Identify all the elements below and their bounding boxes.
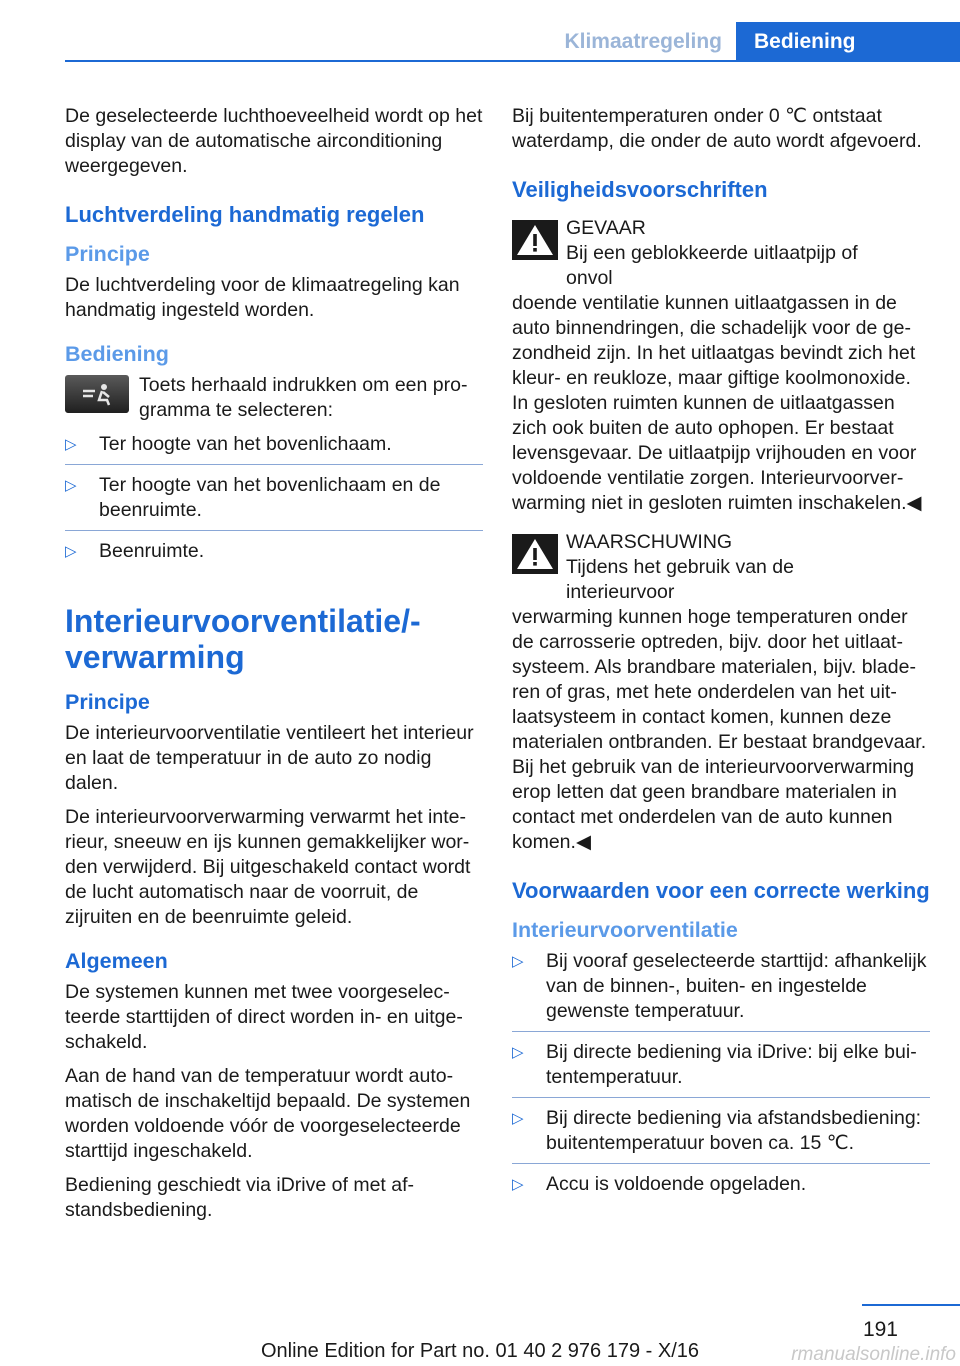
heading-voorwaarden: Voorwaarden voor een correcte werking	[512, 878, 930, 903]
principe2-paragraph-2: De interieurvoorverwarming verwarmt het interieur, sneeuw en ijs kunnen gemakkelijker worden verwijderd. Bij uitgeschakeld contact wordt de lucht automatisch naar de voorruit, de zijruiten en de beenruimte geleid.	[65, 806, 471, 928]
list-item: ▷ Beenruimte.	[65, 540, 205, 562]
warning-triangle-icon	[512, 220, 558, 260]
warning-triangle-icon	[512, 534, 558, 574]
list-item: ▷ Bij directe bediening via iDrive: bij elke buitentemperatuur.	[512, 1040, 930, 1098]
warning-title: WAARSCHUWING	[566, 531, 733, 553]
airflow-button-icon	[65, 375, 129, 413]
algemeen-paragraph-2: Aan de hand van de temperatuur wordt automatisch de inschakeltijd bepaald. De systemen worden voldoende vóór de voorgeselecteerde starttijd ingeschakeld.	[65, 1065, 471, 1162]
triangle-right-icon: ▷	[512, 953, 524, 970]
triangle-right-icon: ▷	[512, 1044, 524, 1061]
warning-first-line: Bij een geblokkeerde uitlaatpijp of onvol	[566, 242, 858, 289]
warning-title: GEVAAR	[566, 217, 646, 239]
header-rule	[65, 60, 960, 62]
principe2-paragraph-1: De interieurvoorventilatie ventileert het interieur en laat de temperatuur in de auto zo nodig dalen.	[65, 722, 474, 794]
bediening-list	[65, 432, 483, 571]
header-tab: Bediening	[736, 22, 960, 62]
left-column	[65, 104, 483, 1232]
list-item: ▷ Bij directe bediening via afstandsbediening: buitentemperatuur boven ca. 15 ℃.	[512, 1106, 930, 1164]
bediening-instruction	[65, 373, 483, 423]
page-header	[0, 0, 960, 62]
footer-rule	[862, 1304, 960, 1306]
heading-luchtverdeling: Luchtverdeling handmatig regelen	[65, 202, 425, 227]
subheading-principe: Principe	[65, 242, 150, 266]
subheading-algemeen: Algemeen	[65, 949, 168, 973]
list-item: ▷ Accu is voldoende opgeladen.	[512, 1173, 807, 1195]
triangle-right-icon: ▷	[512, 1176, 524, 1193]
principe-text: De luchtverdeling voor de klimaatregeling kan handmatig ingesteld worden.	[65, 274, 460, 321]
page-footer	[0, 1304, 960, 1365]
list-item: ▷ Bij vooraf geselecteerde starttijd: afhankelijk van de binnen-, buiten- en ingestelde gewenste temperatuur.	[512, 949, 930, 1032]
right-column	[512, 104, 930, 1222]
intro-paragraph: De geselecteerde luchthoeveelheid wordt op het display van de automatische airconditioning weergegeven.	[65, 105, 483, 177]
triangle-right-icon: ▷	[65, 477, 77, 494]
edition-line: Online Edition for Part no. 01 40 2 976 179 - X/16	[260, 1340, 700, 1362]
header-section-title: Klimaatregeling	[564, 30, 722, 53]
algemeen-paragraph-1: De systemen kunnen met twee voorgeselecteerde starttijden of direct worden in- en uitgeschakeld.	[65, 981, 463, 1053]
voorwaarden-list	[512, 949, 930, 1204]
watermark: rmanualsonline.info	[791, 1344, 956, 1365]
subheading-principe-2: Principe	[65, 690, 150, 714]
warning-waarschuwing	[512, 530, 930, 855]
warning-gevaar	[512, 216, 930, 516]
algemeen-paragraph-3: Bediening geschiedt via iDrive of met afstandsbediening.	[65, 1174, 415, 1221]
page-number: 191	[862, 1318, 898, 1341]
right-intro-paragraph: Bij buitentemperaturen onder 0 ℃ ontstaat waterdamp, die onder de auto wordt afgevoerd.	[512, 105, 922, 152]
heading-veiligheid: Veiligheidsvoorschriften	[512, 177, 768, 202]
warning-first-line: Tijdens het gebruik van de interieurvoor	[566, 556, 795, 603]
list-item: ▷ Ter hoogte van het bovenlichaam.	[65, 432, 483, 465]
warning-text: verwarming kunnen hoge temperaturen onder de carrosserie optreden, bijv. door het uitlaatsysteem. Als brandbare materialen, bijv. bladeren of gras, met hete onderdelen van het uitlaatsysteem in contact komen, kunnen deze materialen ontbranden. Er bestaat brandgevaar. Bij het gebruik van de interieurvoorverwarming erop letten dat geen brandbare materialen in contact met onderdelen van de auto kunnen komen.◀	[512, 606, 927, 853]
triangle-right-icon: ▷	[65, 436, 77, 453]
heading-interieur: Interieurvoorventilatie/-verwarming	[65, 603, 421, 675]
triangle-right-icon: ▷	[65, 543, 77, 560]
subheading-bediening: Bediening	[65, 342, 169, 366]
list-item: ▷ Ter hoogte van het bovenlichaam en de beenruimte.	[65, 473, 483, 531]
warning-text: doende ventilatie kunnen uitlaatgassen in de auto binnendringen, die schadelijk voor de gezondheid zijn. In het uitlaatgas bevindt zich het kleur- en reukloze, maar giftige koolmonoxide. In gesloten ruimten kunnen de uitlaatgassen zich ook buiten de auto ophopen. Er bestaat levensgevaar. De uitlaatpijp vrijhouden en voor voldoende ventilatie zorgen. Interieurvoorverwarming niet in gesloten ruimten inschakelen.◀	[512, 292, 922, 514]
triangle-right-icon: ▷	[512, 1110, 524, 1127]
bediening-text: Toets herhaald indrukken om een programma te selecteren:	[139, 374, 468, 421]
subheading-interieurvoorventilatie: Interieurvoorventilatie	[512, 918, 738, 942]
